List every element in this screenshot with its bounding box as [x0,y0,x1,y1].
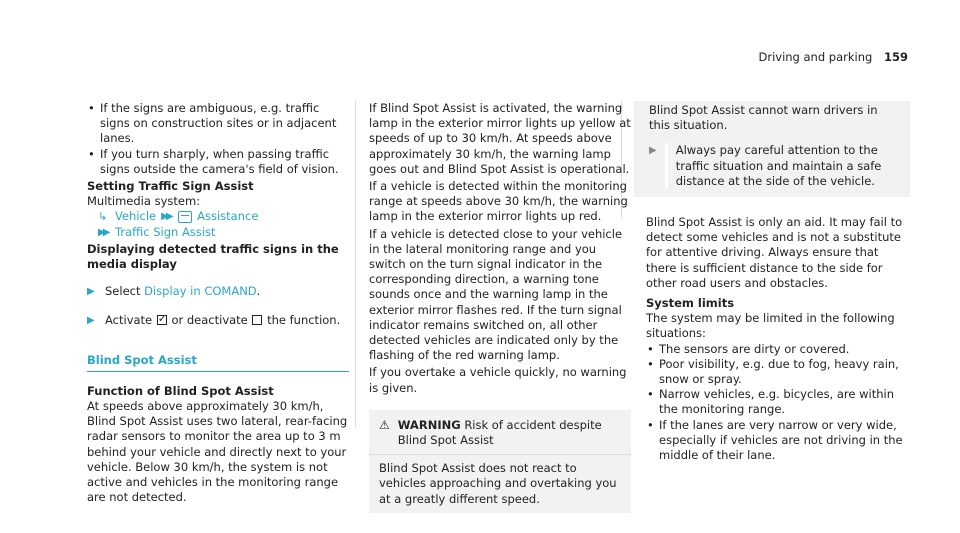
paragraph: If Blind Spot Assist is activated, the warning lamp in the exterior mirror lights up yellow at speeds of up to 30 km/h. At speeds above approximately 30 km/h, the warning lamp goes out and Blind Spot Assist is operational. [369,101,631,176]
header-section: Driving and parking [758,50,873,64]
box-note [649,143,900,189]
bullet-list [87,101,349,177]
box-text: Blind Spot Assist cannot warn drivers in this situation. [649,103,878,133]
box-note-text: Always pay careful attention to the traffic situation and maintain a safe distance at the side of the vehicle. [665,143,900,189]
page-header [758,50,908,65]
setting-heading: Setting Traffic Sign Assist [87,179,254,194]
path-arrow-icon: ↳ [98,210,108,224]
menu-link-traffic-sign-assist[interactable]: Traffic Sign Assist [115,224,216,239]
limits-list [634,342,910,464]
car-icon [178,211,192,223]
menu-link-assistance[interactable]: Assistance [197,209,259,224]
limits-intro: The system may be limited in the following situations: [646,311,895,341]
list-item: • Narrow vehicles, e.g. bicycles, are within the monitoring range. [646,387,910,417]
list-item: • Poor visibility, e.g. due to fog, heavy rain, snow or spray. [646,357,910,387]
list-item: • If you turn sharply, when passing traffic signs outside the camera's field of vision. [87,147,349,177]
action-activate [87,313,349,328]
warning-divider [369,454,631,455]
column-3 [634,101,910,463]
section-title: Blind Spot Assist [87,353,349,372]
warning-heading [398,418,621,448]
double-chevron-icon: ▶▶ [98,226,108,238]
action-text [105,313,340,328]
play-triangle-icon: ▶ [87,286,95,298]
warning-body: Blind Spot Assist does not react to vehicles approaching and overtaking you at a greatly different speed. [379,461,617,506]
play-triangle-icon: ▶ [649,145,657,157]
checked-checkbox-icon [157,315,167,325]
column-1 [87,101,349,505]
action-part: Activate [105,313,156,328]
warning-header [379,418,621,448]
warning-box [369,410,631,513]
limits-heading: System limits [646,296,735,311]
action-suffix: . [256,284,261,299]
double-chevron-icon: ▶▶ [161,211,171,223]
menu-link-vehicle[interactable]: Vehicle [115,209,157,224]
list-item: • If the lanes are very narrow or very wide, especially if vehicles are not driving in the middle of their lane. [646,418,910,464]
action-part: the function. [263,313,341,328]
action-prefix: Select [105,284,145,299]
display-heading: Displaying detected traffic signs in the media display [87,241,339,272]
action-text [105,284,260,299]
warning-box-continued [634,101,910,197]
empty-checkbox-icon [252,315,262,325]
action-part: or deactivate [167,313,252,328]
column-divider-1 [355,100,356,428]
warning-label: WARNING [397,417,461,432]
menu-path-row-1 [87,209,349,224]
page-number: 159 [883,50,908,64]
list-item: • The sensors are dirty or covered. [646,342,910,357]
setting-system: Multimedia system: [87,194,201,209]
column-2 [369,101,631,513]
list-item: • If the signs are ambiguous, e.g. traffic signs on construction sites or in adjacent lanes. [87,101,349,147]
warning-title: Risk of accident despite Blind Spot Assist [397,417,602,448]
action-select [87,284,349,299]
paragraph: If a vehicle is detected close to your vehicle in the lateral monitoring range and you switch on the turn signal indicator in the corresponding direction, a warning tone sounds once and the warning lamp in the exterior mirror flashes red. If the turn signal indicator remains switched on, all other detected vehicles are indicated only by the flashing of the red warning lamp. [369,226,623,363]
menu-path-row-2 [87,225,349,240]
play-triangle-icon: ▶ [87,315,95,327]
paragraph: If a vehicle is detected within the monitoring range at speeds above 30 km/h, the warning lamp in the exterior mirror lights up red. [369,179,628,224]
paragraph: Blind Spot Assist is only an aid. It may fail to detect some vehicles and is not a substitute for attentive driving. Always ensure that there is sufficient distance to the side for other road users and obstacles. [646,215,903,290]
function-text: At speeds above approximately 30 km/h, Blind Spot Assist uses two lateral, rear-facing radar sensors to monitor the area up to 3 m behind your vehicle and directly next to your vehicle. Below 30 km/h, the system is not active and vehicles in the monitoring range are not detected. [87,399,348,505]
paragraph: If you overtake a vehicle quickly, no warning is given. [369,365,627,395]
display-in-comand-link[interactable]: Display in COMAND [144,284,257,299]
warning-triangle-icon: ⚠ [379,417,390,432]
function-heading: Function of Blind Spot Assist [87,383,274,398]
